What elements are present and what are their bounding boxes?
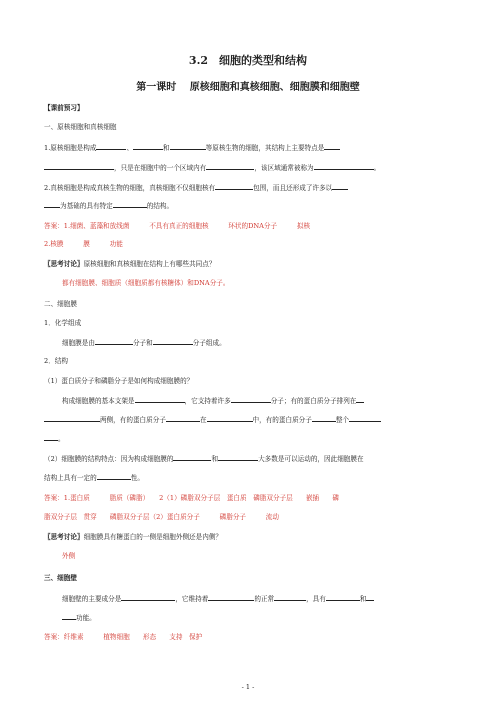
answer-blank[interactable] — [332, 183, 348, 190]
cell-wall-line-1: 细胞壁的主要成分是 ，它维持着 的正常 ，具有 和 — [62, 594, 477, 604]
structure-line-2: 两侧，有的蛋白质分子 在 中，有的蛋白质分子 整个 — [44, 415, 459, 425]
structure-line-1: 构成细胞膜的基本支架是 ，它支持着许多 分子；有的蛋白质分子排列在 — [62, 396, 477, 406]
answer-blank[interactable] — [95, 338, 133, 345]
answer-blank[interactable] — [44, 163, 114, 170]
answer-blank[interactable] — [113, 201, 147, 208]
page-number: - 1 - — [241, 683, 255, 691]
answer-blank[interactable] — [153, 338, 193, 345]
answer-blank[interactable] — [356, 396, 364, 403]
answer-2-line-2: 脂双分子层 贯穿 磷脂双分子层（2）蛋白质分子 磷脂分子 流动 — [44, 513, 279, 521]
answer-2-line-1: 答案：1.蛋白质 脂质（磷脂） 2（1）磷脂双分子层 蛋白质 磷脂双分子层 嵌插 磷 — [44, 494, 339, 502]
think-discuss-2: 〖思考讨论〗细胞膜具有糖蛋白的一侧是细胞外侧还是内侧？ — [44, 533, 223, 541]
page-title: 3.2 细胞的类型和结构 — [188, 54, 308, 67]
cell-wall-line-2: 功能。 — [62, 613, 477, 623]
answer-blank[interactable] — [215, 183, 253, 190]
answer-blank[interactable] — [135, 396, 185, 403]
answer-blank[interactable] — [312, 415, 336, 422]
answer-blank[interactable] — [97, 473, 131, 480]
answer-blank[interactable] — [44, 415, 100, 422]
think-discuss-1: 〖思考讨论〗原核细胞和真核细胞在结构上有哪些共同点？ — [44, 260, 216, 268]
answer-blank[interactable] — [208, 594, 254, 601]
subsection-chemical-composition: 1．化学组成 — [44, 319, 82, 327]
question-2-line-1: 2.真核细胞是构成真核生物的细胞，真核细胞不仅细胞核有 包围，而且还形成了许多以 — [44, 183, 459, 193]
question-1-line-1: 1.原核细胞是构成 、 和 等原核生物的细胞，其结构上主要特点是 — [44, 143, 459, 153]
answer-blank[interactable] — [274, 594, 306, 601]
structure-line-3: 。 — [44, 434, 459, 444]
answer-1-line-2: 2.核膜 膜 功能 — [44, 240, 123, 248]
structure-feature-line-2: 结构上具有一定的 性。 — [44, 474, 144, 482]
think-discuss-2-answer: 外侧 — [62, 552, 76, 560]
structure-question: （1）蛋白质分子和磷脂分子是如何构成细胞膜的？ — [44, 377, 194, 385]
answer-blank[interactable] — [44, 201, 60, 208]
structure-feature-line-1: （2）细胞膜的结构特点：因为构成细胞膜的 和 大多数是可以运动的，因此细胞膜在 — [44, 455, 364, 463]
answer-blank[interactable] — [133, 143, 163, 150]
chemical-composition-line: 细胞膜是由 分子和 分子组成。 — [62, 339, 226, 347]
answer-blank[interactable] — [121, 594, 175, 601]
answer-blank[interactable] — [173, 454, 211, 461]
answer-blank[interactable] — [207, 415, 253, 422]
answer-blank[interactable] — [324, 143, 340, 150]
answer-blank[interactable] — [96, 143, 126, 150]
answer-blank[interactable] — [218, 454, 258, 461]
answer-blank[interactable] — [326, 594, 360, 601]
question-1-line-2: ，只是在细胞中的一个区域内有 ，该区域通常被称为 。 — [44, 163, 459, 173]
question-2-line-2: 为基础的具有特定 的结构。 — [44, 201, 459, 211]
preview-header: 【课前预习】 — [44, 104, 84, 112]
answer-blank[interactable] — [366, 594, 374, 601]
section-1-heading: 一、原核细胞和真核细胞 — [44, 123, 117, 131]
section-2-heading: 二、细胞膜 — [44, 300, 77, 308]
answer-blank[interactable] — [44, 434, 58, 441]
answer-blank[interactable] — [62, 613, 76, 620]
answer-blank[interactable] — [166, 415, 200, 422]
answer-3: 答案：纤维素 植物细胞 形态 支持 保护 — [44, 633, 203, 641]
answer-1-line-1: 答案：1.细菌、蓝藻和放线菌 不具有真正的细胞核 环状的DNA分子 拟核 — [44, 222, 311, 230]
answer-blank[interactable] — [349, 415, 381, 422]
answer-blank[interactable] — [231, 396, 271, 403]
subsection-structure: 2．结构 — [44, 357, 68, 365]
answer-blank[interactable] — [206, 163, 254, 170]
think-discuss-1-answer: 都有细胞膜、细胞质（细胞质都有核糖体）和DNA分子。 — [62, 279, 230, 287]
section-3-heading: 三、细胞壁 — [44, 574, 77, 582]
answer-blank[interactable] — [314, 163, 374, 170]
answer-blank[interactable] — [170, 143, 206, 150]
page-subtitle: 第一课时 原核细胞和真核细胞、细胞膜和细胞壁 — [136, 82, 360, 93]
